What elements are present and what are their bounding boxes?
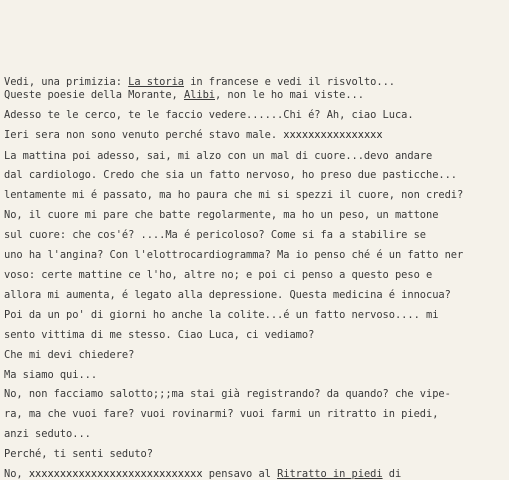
text-segment: ra, ma che vuoi fare? vuoi rovinarmi? vuoi farmi un ritratto in piedi, bbox=[4, 408, 439, 420]
text-line bbox=[4, 209, 438, 222]
text-line bbox=[4, 189, 463, 202]
book-title-underlined: La storia bbox=[128, 76, 184, 88]
text-segment: , non le ho mai viste... bbox=[215, 89, 364, 101]
text-segment: sul cuore: che cos'é? ....Ma é pericoloso? Come si fa a stabilire se bbox=[4, 229, 426, 241]
text-segment: Perché, ti senti seduto? bbox=[4, 448, 153, 460]
text-line bbox=[4, 349, 134, 362]
text-segment: No, bbox=[4, 468, 29, 480]
text-segment: pensavo al bbox=[202, 468, 278, 480]
text-line bbox=[4, 129, 383, 142]
text-segment: No, il cuore mi pare che batte regolarmente, ma ho un peso, un mattone bbox=[4, 209, 439, 221]
text-line bbox=[4, 169, 457, 182]
text-line bbox=[4, 329, 314, 342]
text-segment: dal cardiologo. Credo che sia un fatto nervoso, ho preso due pasticche... bbox=[4, 169, 458, 181]
text-segment: Poi da un po' di giorni ho anche la colite...é un fatto nervoso.... mi bbox=[4, 309, 439, 321]
text-segment: voso: certe mattine ce l'ho, altre no; e poi ci penso a questo peso e bbox=[4, 269, 433, 281]
text-segment: Ieri sera non sono venuto perché stavo male. bbox=[4, 129, 284, 141]
text-segment: di bbox=[382, 468, 402, 480]
text-line bbox=[4, 249, 463, 262]
text-line bbox=[4, 109, 414, 122]
text-line bbox=[4, 76, 395, 89]
text-segment: Ma siamo qui... bbox=[4, 369, 98, 381]
text-line bbox=[4, 150, 432, 163]
text-line bbox=[4, 369, 97, 382]
text-line bbox=[4, 448, 153, 461]
text-segment: lentamente mi é passato, ma ho paura che mi si spezzi il cuore, non credi? bbox=[4, 189, 464, 201]
text-line bbox=[4, 309, 438, 322]
book-title-underlined: Ritratto in piedi bbox=[277, 468, 383, 480]
text-segment: in francese e vedi il risvolto... bbox=[183, 76, 395, 88]
text-segment: No, non facciamo salotto;;;ma stai già registrando? da quando? che vipe- bbox=[4, 388, 451, 400]
text-segment: allora mi aumenta, é legato alla depressione. Questa medicina é innocua? bbox=[4, 289, 451, 301]
text-line bbox=[4, 89, 364, 102]
text-segment: uno ha l'angina? Con l'elottrocardiogramma? Ma io penso ché é un fatto ner bbox=[4, 249, 464, 261]
text-segment: La mattina poi adesso, sai, mi alzo con un mal di cuore...devo andare bbox=[4, 150, 433, 162]
text-line bbox=[4, 269, 432, 282]
text-segment: Che mi devi chiedere? bbox=[4, 349, 135, 361]
text-line bbox=[4, 468, 401, 480]
text-segment: sento vittima di me stesso. Ciao Luca, ci vediamo? bbox=[4, 329, 315, 341]
text-line bbox=[4, 229, 426, 242]
text-segment: Adesso te le cerco, te le faccio vedere......Chi é? Ah, ciao Luca. bbox=[4, 109, 414, 121]
struck-out-text: xxxxxxxxxxxxxxxx bbox=[283, 129, 383, 141]
text-line bbox=[4, 289, 451, 302]
text-line bbox=[4, 388, 451, 401]
text-segment: anzi seduto... bbox=[4, 428, 91, 440]
text-line bbox=[4, 408, 438, 421]
text-segment: Vedi, una primizia: bbox=[4, 76, 129, 88]
struck-out-text: xxxxxxxxxxxxxxxxxxxxxxxxxxxx bbox=[28, 468, 203, 480]
text-segment: Queste poesie della Morante, bbox=[4, 89, 184, 101]
book-title-underlined: Alibi bbox=[183, 89, 215, 101]
text-line bbox=[4, 428, 91, 441]
